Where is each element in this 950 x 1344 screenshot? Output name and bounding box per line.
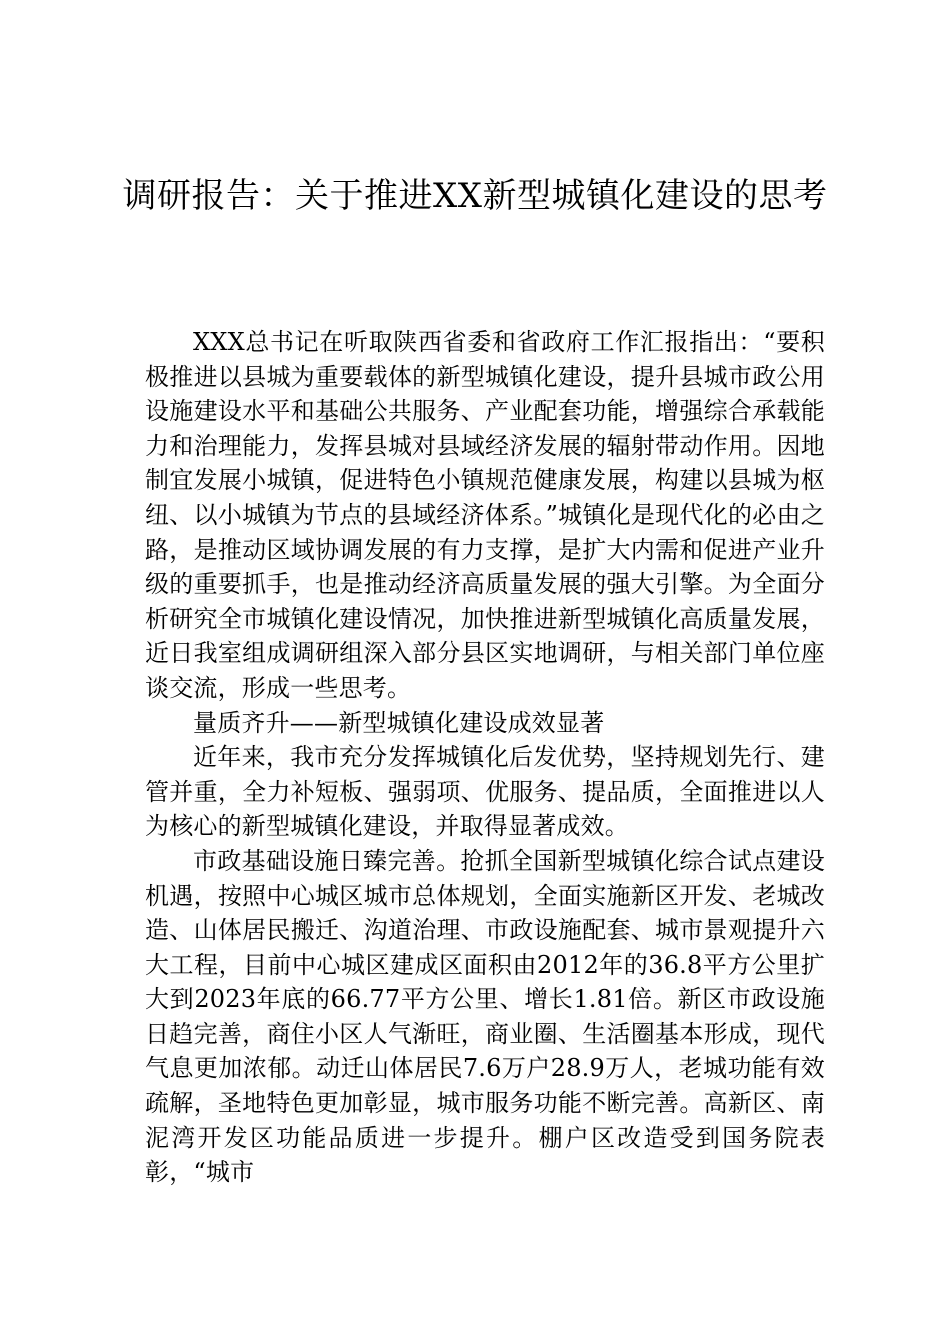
intro-paragraph: XXX总书记在听取陕西省委和省政府工作汇报指出：“要积极推进以县城为重要载体的新型城镇化建设，提升县城市政公用设施建设水平和基础公共服务、产业配套功能，增强综合承载能力和治理能力，发挥县城对县域经济发展的辐射带动作用。因地制宜发展小城镇，促进特色小镇规范健康发展，构建以县城为枢纽、以小城镇为节点的县域经济体系。”城镇化是现代化的必由之路，是推动区域协调发展的有力支撑，是扩大内需和促进产业升级的重要抓手，也是推动经济高质量发展的强大引擎。为全面分析研究全市城镇化建设情况，加快推进新型城镇化高质量发展，近日我室组成调研组深入部分县区实地调研，与相关部门单位座谈交流，形成一些思考。 (145, 328, 825, 702)
overview-paragraph: 近年来，我市充分发挥城镇化后发优势，坚持规划先行、建管并重，全力补短板、强弱项、优服务、提品质，全面推进以人为核心的新型城镇化建设，并取得显著成效。 (145, 743, 825, 841)
document-title: 调研报告：关于推进XX新型城镇化建设的思考 (122, 176, 828, 216)
infrastructure-paragraph: 市政基础设施日臻完善。抢抓全国新型城镇化综合试点建设机遇，按照中心城区城市总体规划，全面实施新区开发、老城改造、山体居民搬迁、沟道治理、市政设施配套、城市景观提升六大工程，目前中心城区建成区面积由2012年的36.8平方公里扩大到2023年底的66.77平方公里、增长1.81倍。新区市政设施日趋完善，商住小区人气渐旺，商业圈、生活圈基本形成，现代气息更加浓郁。动迁山体居民7.6万户28.9万人，老城功能有效疏解，圣地特色更加彰显，城市服务功能不断完善。高新区、南泥湾开发区功能品质进一步提升。棚户区改造受到国务院表彰，“城市 (145, 846, 825, 1187)
document-body (145, 325, 825, 1190)
section-heading: 量质齐升——新型城镇化建设成效显著 (193, 708, 605, 737)
